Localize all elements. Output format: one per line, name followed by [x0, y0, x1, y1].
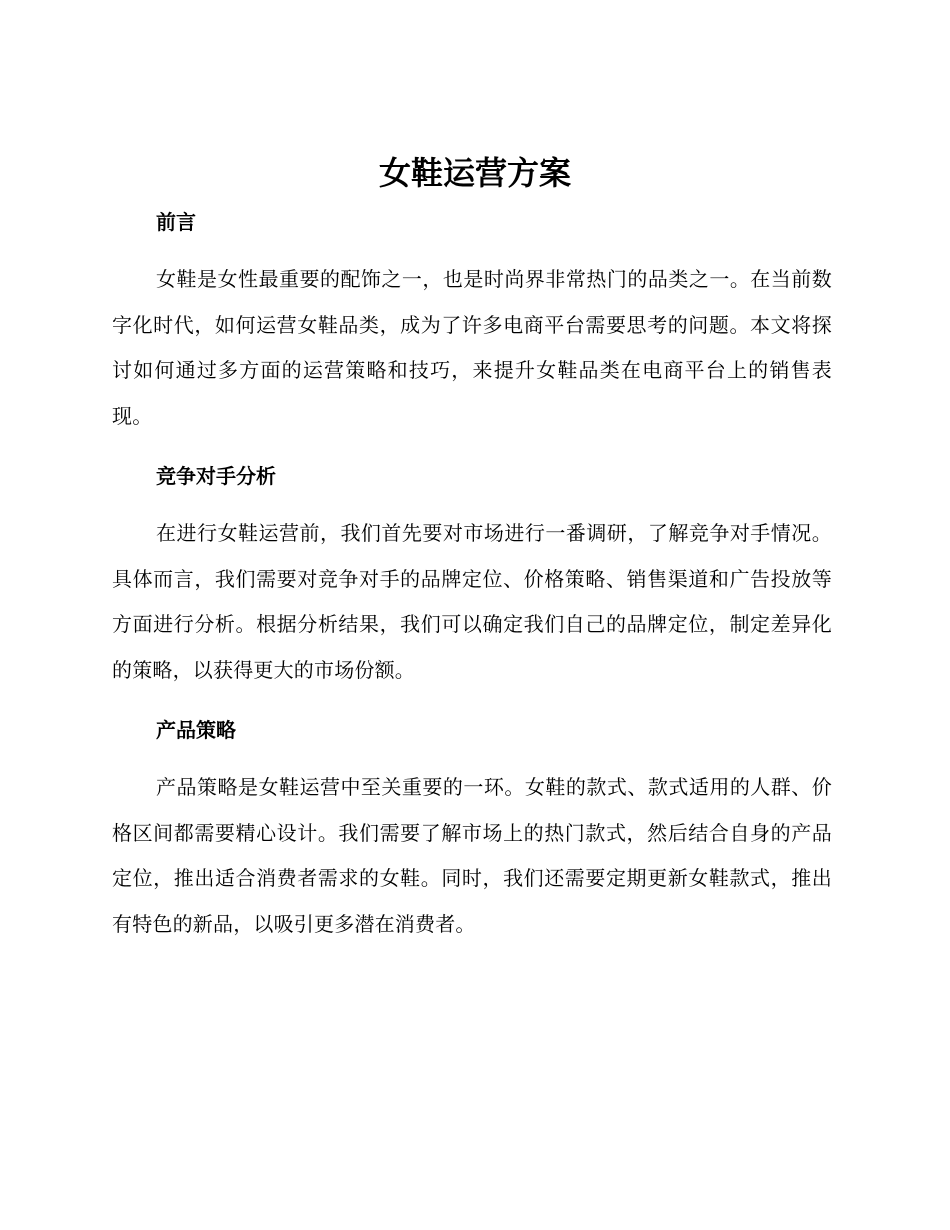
document-body [112, 200, 832, 947]
document-title: 女鞋运营方案 [378, 154, 571, 192]
section-paragraph-competitor-analysis: 在进行女鞋运营前，我们首先要对市场进行一番调研，了解竞争对手情况。具体而言，我们需要对竞争对手的品牌定位、价格策略、销售渠道和广告投放等方面进行分析。根据分析结果，我们可以确定我们自己的品牌定位，制定差异化的策略，以获得更大的市场份额。 [112, 521, 832, 682]
section-paragraph-product-strategy: 产品策略是女鞋运营中至关重要的一环。女鞋的款式、款式适用的人群、价格区间都需要精心设计。我们需要了解市场上的热门款式，然后结合自身的产品定位，推出适合消费者需求的女鞋。同时，我们还需要定期更新女鞋款式，推出有特色的新品，以吸引更多潜在消费者。 [112, 775, 832, 936]
section-heading-competitor-analysis: 竞争对手分析 [156, 464, 276, 488]
section-heading-preface: 前言 [156, 210, 196, 234]
section-heading-product-strategy: 产品策略 [156, 718, 236, 742]
section-paragraph-preface: 女鞋是女性最重要的配饰之一，也是时尚界非常热门的品类之一。在当前数字化时代，如何运营女鞋品类，成为了许多电商平台需要思考的问题。本文将探讨如何通过多方面的运营策略和技巧，来提升女鞋品类在电商平台上的销售表现。 [112, 267, 832, 428]
